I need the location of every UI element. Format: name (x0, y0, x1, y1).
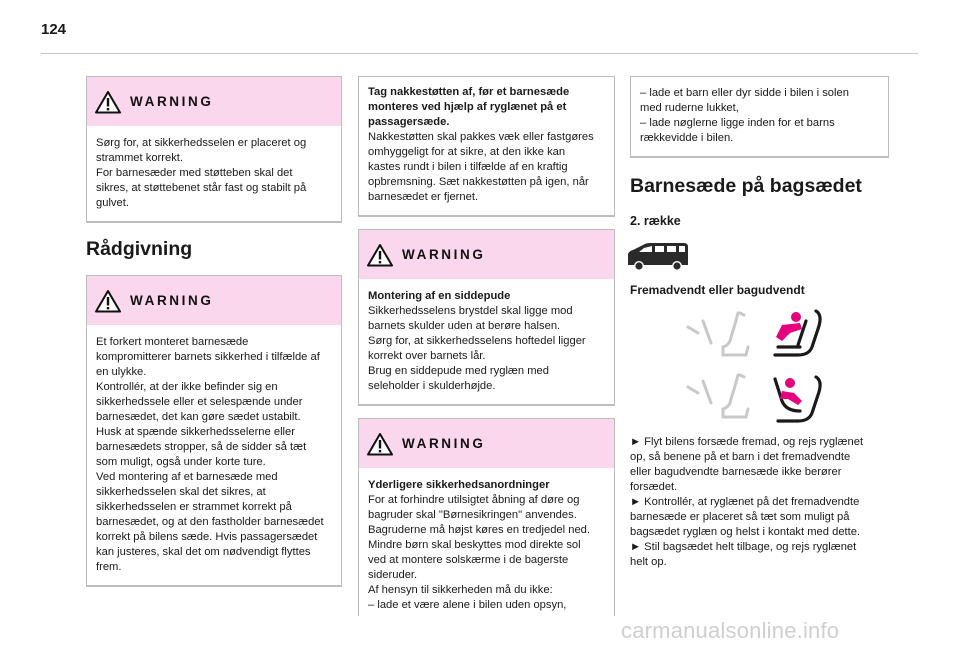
text-line: Bagruderne må højst køres en tredjedel ned. (368, 524, 591, 536)
warning-text (87, 325, 341, 585)
text-line: Ved montering af et barnesæde med (96, 471, 278, 483)
warning-box-2 (86, 275, 342, 587)
continued-text (631, 77, 888, 156)
text-line: med ruderne lukket, (640, 102, 739, 114)
middle-column (358, 76, 615, 616)
bold-line: Yderligere sikkerhedsanordninger (368, 479, 550, 491)
text-line: For at forhindre utilsigtet åbning af døre og (368, 494, 580, 506)
bold-line: Tag nakkestøtten af, før et barnesæde (368, 86, 570, 98)
text-line: bagruder skal "Børnesikringen" anvendes. (368, 509, 577, 521)
section-heading-rear-seat: Barnesæde på bagsædet (630, 175, 862, 197)
text-line: ved at montere solskærme i de bagerste (368, 554, 569, 566)
text-line: gulvet. (96, 197, 129, 209)
warning-header (359, 419, 614, 468)
text-line: kan justeres, skal det om nødvendigt flyttes (96, 546, 311, 558)
text-line: en ulykke. (96, 366, 147, 378)
text-line: Et forkert monteret barnesæde (96, 336, 249, 348)
text-line: sikkerhedsselen skal det sikres, at (96, 486, 266, 498)
step-line: op, så benene på et barn i det fremadvendte (630, 451, 851, 463)
page-number: 124 (41, 21, 67, 38)
bold-line: passagersæde. (368, 116, 450, 128)
text-line: Sørg for, at sikkerhedsselens hoftedel ligger (368, 335, 586, 347)
step-line: ► Stil bagsædet helt tilbage, og rejs ryglænet (630, 541, 857, 553)
text-line: kompromitterer barnets sikkerhed i tilfælde af (96, 351, 320, 363)
warning-triangle-icon (95, 90, 121, 114)
step-line: eller bagudvendte barnesæde ikke berører (630, 466, 842, 478)
warning-header (359, 230, 614, 279)
instruction-steps (630, 435, 889, 570)
warning-title: WARNING (402, 436, 486, 451)
warning-title: WARNING (402, 247, 486, 262)
text-line: rækkevidde i bilen. (640, 132, 734, 144)
warning-triangle-icon (95, 289, 121, 313)
step-line: helt op. (630, 556, 667, 568)
bold-line: Montering af en siddepude (368, 290, 511, 302)
bold-line: monteres ved hjælp af ryglænet på et (368, 101, 567, 113)
text-line: – lade nøglerne ligge inden for et barns (640, 117, 835, 129)
text-line: Brug en siddepude med ryglæn med (368, 365, 549, 377)
text-line: barnesædet er fjernet. (368, 191, 479, 203)
text-line: Husk at spænde sikkerhedsselerne eller (96, 426, 295, 438)
text-line: For barnesæder med støtteben skal det (96, 167, 293, 179)
text-line: kastes rundt i bilen i tilfælde af en kraftig (368, 161, 568, 173)
warning-title: WARNING (130, 293, 214, 308)
van-icon (622, 239, 694, 273)
right-column (630, 76, 889, 570)
text-line: opbremsning. Sæt nakkestøtten på igen, når (368, 176, 589, 188)
text-line: omhyggeligt for at sikre, at den ikke kan (368, 146, 566, 158)
warning-header (87, 276, 341, 325)
text-line: Kontrollér, at der ikke befinder sig en (96, 381, 278, 393)
text-line: barnets skulder uden at berøre halsen. (368, 320, 561, 332)
warning-title: WARNING (130, 94, 214, 109)
text-line: barnesædets stropper, så de sidder så tæt (96, 441, 307, 453)
text-line: korrekt på bilens sæde. Hvis passagersædet (96, 531, 318, 543)
row-label: 2. række (630, 214, 681, 228)
warning-text (359, 468, 614, 616)
warning-box-4 (358, 418, 615, 616)
step-line: ► Kontrollér, at ryglænet på det fremadvendte (630, 496, 860, 508)
rear-facing-seat-icon (678, 371, 828, 427)
step-line: forsædet. (630, 481, 678, 493)
text-line: Mindre børn skal beskyttes mod direkte sol (368, 539, 581, 551)
continued-box (630, 76, 889, 158)
forward-facing-seat-icon (678, 307, 828, 363)
orientation-label: Fremadvendt eller bagudvendt (630, 283, 805, 297)
text-line: – lade et barn eller dyr sidde i bilen i solen (640, 87, 849, 99)
text-line: som muligt, også under korte ture. (96, 456, 266, 468)
warning-triangle-icon (367, 243, 393, 267)
headrest-note-box (358, 76, 615, 217)
step-line: bagsædet ryglæn og helst i kontakt med dette. (630, 526, 861, 538)
text-line: – lade et være alene i bilen uden opsyn, (368, 599, 567, 611)
text-line: barnesædet, og at den fastholder barnesædet (96, 516, 324, 528)
top-divider (41, 53, 918, 54)
warning-text (359, 279, 614, 404)
warning-triangle-icon (367, 432, 393, 456)
step-line: barnesæde er placeret så tæt som muligt på (630, 511, 850, 523)
left-column (86, 76, 342, 587)
text-line: sikres, at støttebenet står fast og stabilt på (96, 182, 307, 194)
text-line: strammet korrekt. (96, 152, 184, 164)
text-line: korrekt over barnets lår. (368, 350, 486, 362)
text-line: frem. (96, 561, 122, 573)
warning-text (87, 126, 341, 221)
text-line: Af hensyn til sikkerheden må du ikke: (368, 584, 553, 596)
section-heading-advice: Rådgivning (86, 238, 193, 260)
text-line: Nakkestøtten skal pakkes væk eller fastgøres (368, 131, 594, 143)
step-line: ► Flyt bilens forsæde fremad, og rejs ryglænet (630, 436, 864, 448)
text-line: sikkerhedssele eller et selespænde under (96, 396, 303, 408)
text-line: seleholder i skulderhøjde. (368, 380, 496, 392)
text-line: Sikkerhedsselens brystdel skal ligge mod (368, 305, 573, 317)
note-text (359, 77, 614, 215)
text-line: sikkerhedsselen er strammet korrekt på (96, 501, 292, 513)
warning-box-3 (358, 229, 615, 406)
warning-header (87, 77, 341, 126)
text-line: barnesædet, det kan gøre sædet ustabilt. (96, 411, 301, 423)
warning-box-1 (86, 76, 342, 223)
text-line: Sørg for, at sikkerhedsselen er placeret og (96, 137, 307, 149)
watermark: carmanualsonline.info (621, 618, 840, 643)
text-line: sideruder. (368, 569, 418, 581)
